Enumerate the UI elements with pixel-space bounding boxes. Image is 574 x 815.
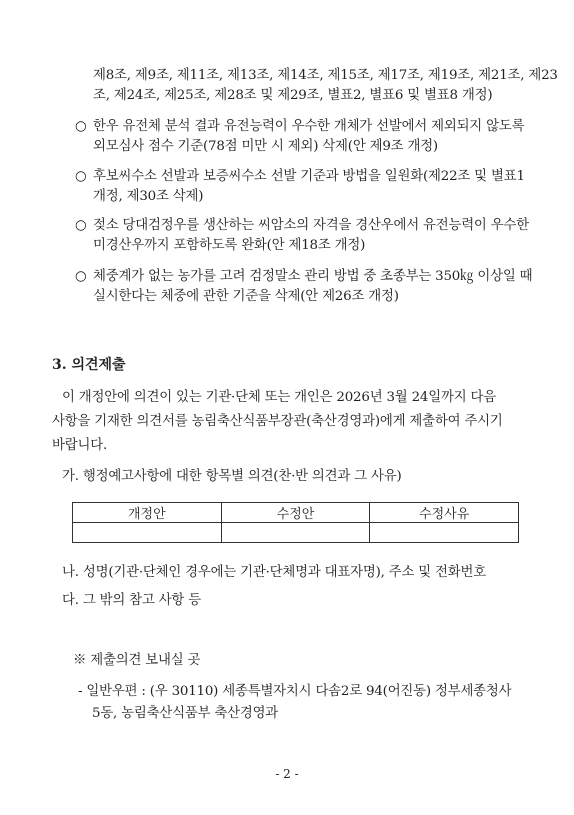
bullet-text: 개정, 제30조 삭제): [93, 189, 204, 204]
item-ga: 가. 행정예고사항에 대한 항목별 의견(찬·반 의견과 그 사유): [62, 469, 402, 484]
bullet-text: 젖소 당대검정우를 생산하는 씨암소의 자격을 경산우에서 유전능력이 우수한: [93, 218, 529, 233]
bullet-text: 후보씨수소 선발과 보증씨수소 선발 기준과 방법을 일원화(제22조 및 별표1: [93, 169, 525, 184]
table-cell: [73, 523, 222, 543]
item-da: 다. 그 밖의 참고 사항 등: [62, 593, 201, 608]
table-header: 개정안: [73, 503, 222, 523]
table-cell: [370, 523, 519, 543]
bullet-text: 한우 유전체 분석 결과 유전능력이 우수한 개체가 선발에서 제외되지 않도록: [93, 119, 525, 134]
continuation-line: 제8조, 제9조, 제11조, 제13조, 제14조, 제15조, 제17조, 제19조, 제21조, 제23: [93, 68, 558, 83]
address-line: 5동, 농림축산식품부 축산경영과: [92, 706, 279, 721]
table-header: 수정안: [221, 503, 370, 523]
table-header: 수정사유: [370, 503, 519, 523]
bullet-text: 실시한다는 체중에 관한 기준을 삭제(안 제26조 개정): [93, 289, 399, 304]
section-heading: 3. 의견제출: [52, 357, 126, 373]
bullet-text: 미경산우까지 포함하도록 완화(안 제18조 개정): [93, 238, 366, 253]
paragraph-line: 이 개정안에 의견이 있는 기관·단체 또는 개인은 2026년 3월 24일까지 다음: [62, 390, 496, 405]
item-na: 나. 성명(기관·단체인 경우에는 기관·단체명과 대표자명), 주소 및 전화번호: [62, 565, 486, 580]
continuation-line: 조, 제24조, 제25조, 제28조 및 제29조, 별표2, 별표6 및 별표8 개정): [93, 88, 493, 103]
page-number: - 2 -: [275, 767, 299, 781]
bullet-text: 외모심사 점수 기준(78점 미만 시 제외) 삭제(안 제9조 개정): [93, 139, 438, 154]
paragraph-line: 사항을 기재한 의견서를 농림축산식품부장관(축산경영과)에게 제출하여 주시기: [52, 414, 503, 429]
table-cell: [221, 523, 370, 543]
bullet-marker: ○: [75, 119, 87, 134]
address-line: - 일반우편 : (우 30110) 세종특별자치시 다솜2로 94(어진동) 정부세종청사: [78, 684, 512, 699]
bullet-marker: ○: [75, 218, 87, 233]
paragraph-line: 바랍니다.: [52, 438, 107, 453]
opinion-form-table: [72, 502, 519, 543]
note-title: ※ 제출의견 보내실 곳: [73, 653, 201, 668]
bullet-marker: ○: [75, 269, 87, 284]
bullet-text: 체중계가 없는 농가를 고려 검정말소 관리 방법 중 초종부는 350㎏ 이상일 때: [93, 269, 533, 284]
bullet-marker: ○: [75, 169, 87, 184]
